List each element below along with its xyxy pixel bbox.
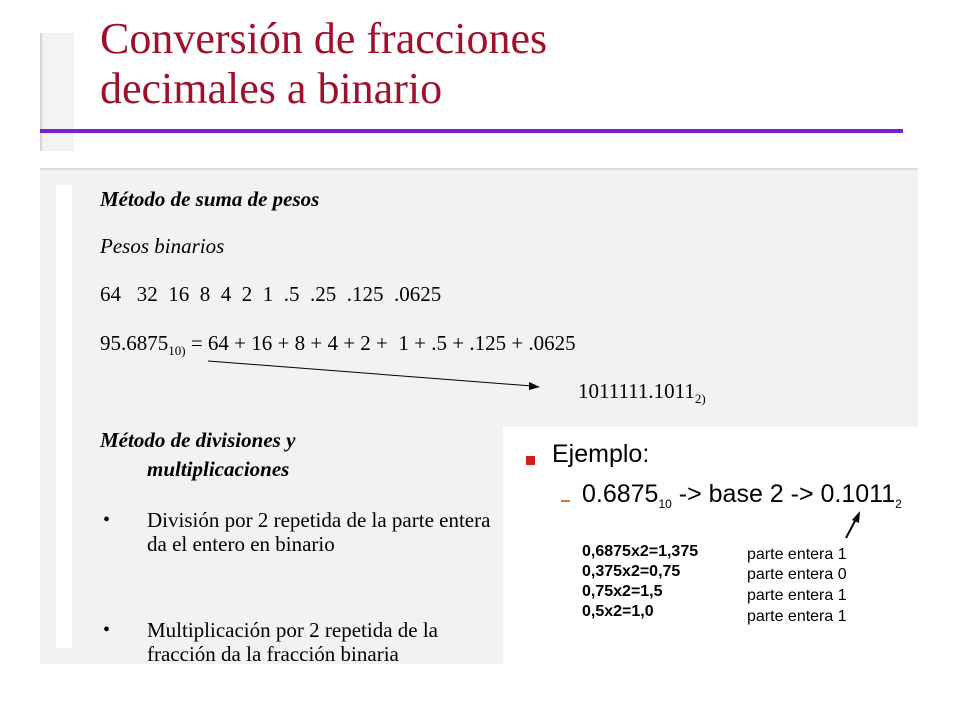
step-part: parte entera 1: [747, 546, 847, 563]
equation-sum: = 64 + 16 + 8 + 4 + 2 + 1 + .5 + .125 + .0625: [185, 331, 576, 355]
example-title: Ejemplo:: [552, 440, 650, 468]
conversion-arrow: [208, 361, 532, 386]
step-calc: 0,375x2=0,75: [582, 563, 681, 580]
step-calc: 0,5x2=1,0: [582, 603, 654, 620]
equation-base: 10): [168, 343, 186, 358]
bullet-dot-icon: •: [103, 619, 111, 641]
method2-heading-line1: Método de divisiones y: [100, 428, 296, 452]
step-part: parte entera 1: [747, 587, 847, 604]
binary-result-base: 2): [694, 391, 706, 406]
bullet-dot-icon: •: [103, 509, 111, 531]
equation-number: 95.6875: [100, 331, 169, 355]
bullet-division-text: División por 2 repetida de la parte entera da el entero en binario: [147, 508, 491, 556]
step-part: parte entera 0: [747, 566, 847, 583]
example-number-base: 10: [658, 497, 672, 511]
conversion-arrowhead-icon: [529, 382, 540, 390]
method2-heading-line2: multiplicaciones: [147, 457, 290, 481]
binary-result-number: 1011111.1011: [578, 379, 695, 403]
example-middle: -> base 2 -> 0.1011: [671, 480, 896, 508]
example-number: 0.6875: [582, 480, 659, 508]
step-calc: 0,75x2=1,5: [582, 583, 663, 600]
slide-title-line1: Conversión de fracciones: [100, 14, 548, 63]
weights-label: Pesos binarios: [100, 234, 225, 258]
slide-title-line2: decimales a binario: [100, 64, 443, 113]
example-pointer-arrowhead-icon: [852, 511, 860, 523]
step-calc: 0,6875x2=1,375: [582, 543, 699, 560]
bullet-multiplication-text: Multiplicación por 2 repetida de la fracción da la fracción binaria: [147, 618, 438, 666]
method1-heading: Método de suma de pesos: [100, 187, 320, 211]
weights-list: 64 32 16 8 4 2 1 .5 .25 .125 .0625: [100, 282, 442, 306]
step-part: parte entera 1: [747, 608, 847, 625]
example-pointer-arrow: [846, 519, 856, 538]
example-result-base: 2: [895, 497, 902, 511]
